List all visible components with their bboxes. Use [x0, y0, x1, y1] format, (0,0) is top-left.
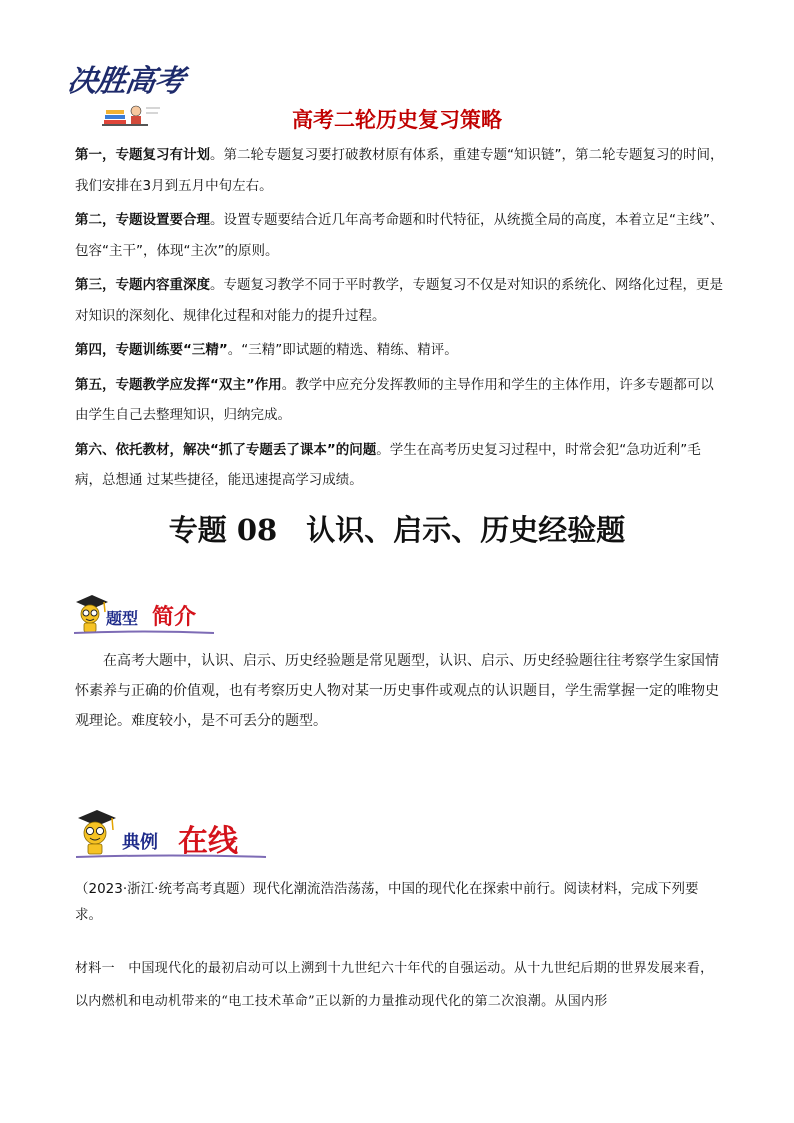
- strategy-lead: 第一，专题复习有计划: [75, 147, 210, 163]
- section-intro-text: 在高考大题中，认识、启示、历史经验题是常见题型，认识、启示、历史经验题往往考察学生家国情怀素养与正确的价值观，也有考察历史人物对某一历史事件或观点的认识题目，学生需掌握一定的唯物史观理论。难度较小，是不可丢分的题型。: [75, 653, 719, 729]
- strategy-item: [75, 270, 725, 331]
- strategy-lead: 第五，专题教学应发挥“双主”作用: [75, 376, 282, 393]
- topic-title: 专题 08 认识、启示、历史经验题: [168, 513, 626, 547]
- section-underline: [76, 854, 266, 860]
- strategy-item: [75, 370, 725, 431]
- strategy-item: [75, 140, 725, 201]
- strategy-text: 。第二轮专题复习要打破教材原有体系，重建专题“知识链”，第二轮专题复习的时间，我们安排在3月到五月中旬左右。: [75, 147, 724, 194]
- section-label-accent: 在线: [178, 824, 238, 859]
- strategy-lead: 第六、依托教材，解决“抓了专题丢了课本”的问题: [75, 441, 377, 458]
- strategy-item: [75, 205, 725, 266]
- strategy-text: 。学生在高考历史复习过程中，时常会犯“急功近利”毛病，总想通 过某些捷径，能迅速提高学习成绩。: [75, 441, 701, 488]
- section-label: 典例: [122, 832, 158, 853]
- strategy-lead: 第四，专题训练要“三精”: [75, 342, 228, 358]
- section-underline: [74, 630, 214, 636]
- strategy-item: [75, 335, 725, 366]
- section-header-intro: [70, 592, 220, 642]
- strategy-item: [75, 435, 725, 496]
- strategy-lead: 第三，专题内容重深度: [75, 277, 210, 293]
- strategy-text: 。教学中应充分发挥教师的主导作用和学生的主体作用，许多专题都可以由学生自己去整理知识，归纳完成。: [75, 376, 714, 423]
- strategy-lead: 第二，专题设置要合理: [75, 212, 210, 228]
- example-question: （2023·浙江·统考高考真题）现代化潮流浩浩荡荡，中国的现代化在探索中前行。阅读材料，完成下列要求。: [75, 881, 699, 923]
- section-header-example: [70, 806, 270, 862]
- mascot-icon: [70, 806, 120, 858]
- strategy-text: 。设置专题要结合近几年高考命题和时代特征，从统揽全局的高度，本着立足“主线”、包容“主干”，体现“主次”的原则。: [75, 212, 724, 259]
- document-title: 高考二轮历史复习策略: [292, 108, 502, 132]
- strategy-list: [75, 140, 725, 500]
- strategy-text: 。“三精”即试题的精选、精练、精评。: [227, 342, 458, 358]
- section-label-accent: 简介: [152, 604, 197, 630]
- material-one: 材料一 中国现代化的最初启动可以上溯到十九世纪六十年代的自强运动。从十九世纪后期的世界发展来看，以内燃机和电动机带来的“电工技术革命”正以新的力量推动现代化的第二次浪潮。从国内形: [75, 961, 714, 1009]
- logo-text: 决胜高考: [65, 64, 186, 99]
- strategy-text: 。专题复习教学不同于平时教学，专题复习不仅是对知识的系统化、网络化过程，更是对知识的深刻化、规律化过程和对能力的提升过程。: [75, 277, 723, 324]
- section-label: 题型: [106, 609, 139, 628]
